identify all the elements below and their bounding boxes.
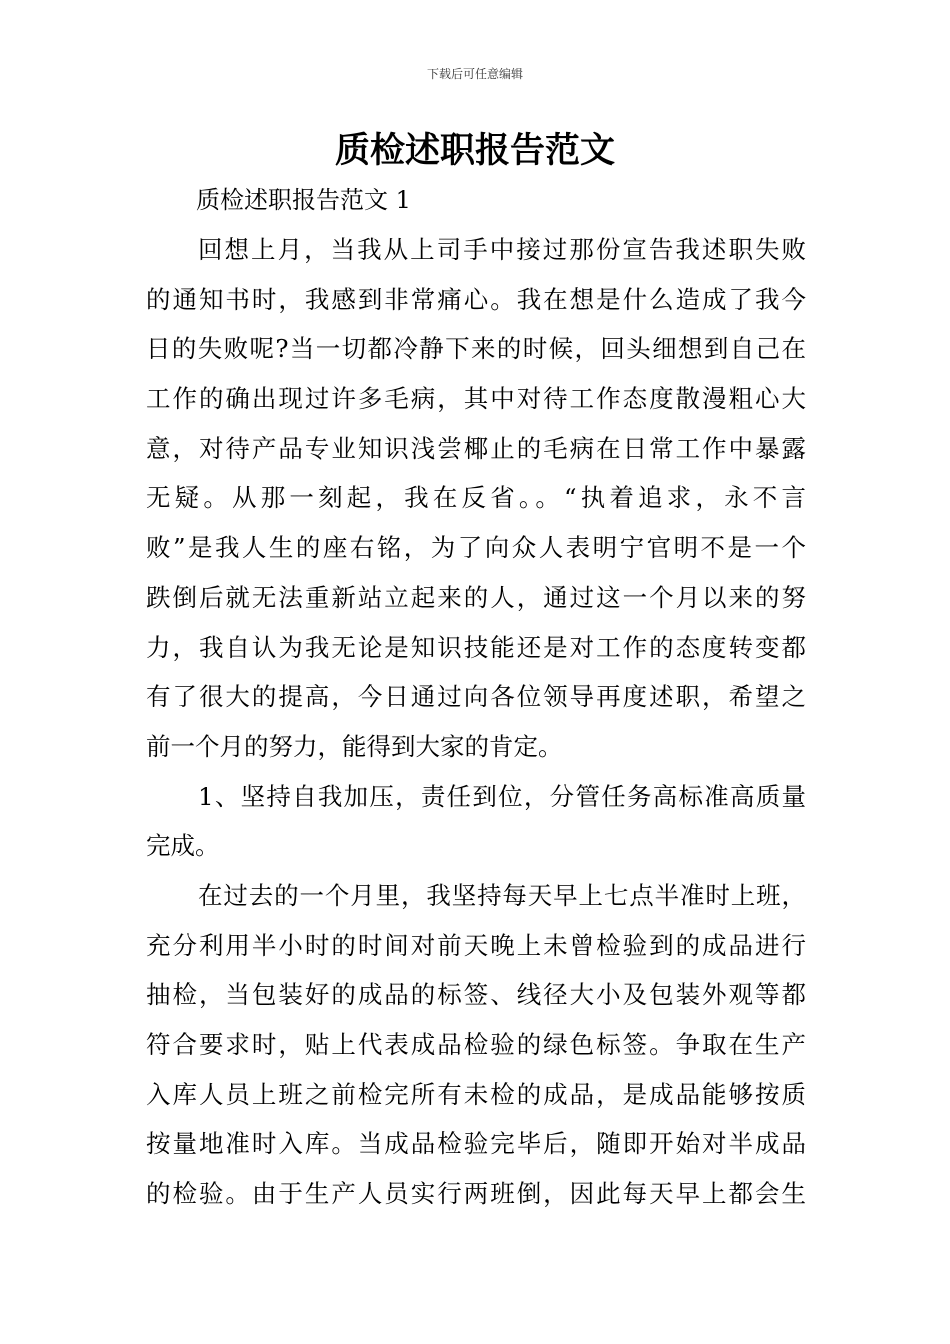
header-note: 下载后可任意编辑 xyxy=(426,67,523,81)
body-line: 入库人员上班之前检完所有未检的成品，是成品能够按质 xyxy=(146,1079,806,1109)
document-title: 质检述职报告范文 xyxy=(334,130,615,171)
body-line: 跌倒后就无法重新站立起来的人，通过这一个月以来的努 xyxy=(146,582,806,612)
body-line: 的通知书时，我感到非常痛心。我在想是什么造成了我今 xyxy=(146,284,806,314)
body-line: 败”是我人生的座右铭，为了向众人表明宁官明不是一个 xyxy=(146,533,806,563)
body-line: 的检验。由于生产人员实行两班倒，因此每天早上都会生 xyxy=(146,1179,806,1209)
body-line: 1、坚持自我加压，责任到位，分管任务高标准高质量 xyxy=(198,781,806,811)
body-line: 有了很大的提高，今日通过向各位领导再度述职，希望之 xyxy=(146,682,806,712)
body-line: 力，我自认为我无论是知识技能还是对工作的态度转变都 xyxy=(146,632,806,662)
body-line: 符合要求时，贴上代表成品检验的绿色标签。争取在生产 xyxy=(146,1030,806,1059)
body-line: 回想上月，当我从上司手中接过那份宣告我述职失败 xyxy=(198,235,806,264)
body-line: 无疑。从那一刻起，我在反省。。“执着追求，永不言 xyxy=(146,483,806,513)
section-subtitle: 质检述职报告范文 1 xyxy=(196,186,411,214)
body-line: 意，对待产品专业知识浅尝椰止的毛病在日常工作中暴露 xyxy=(146,433,806,463)
body-text xyxy=(146,225,806,1219)
body-line: 完成。 xyxy=(146,831,220,861)
body-line: 前一个月的努力，能得到大家的肯定。 xyxy=(146,731,563,761)
body-line: 按量地准时入库。当成品检验完毕后，随即开始对半成品 xyxy=(146,1129,806,1159)
body-line: 在过去的一个月里，我坚持每天早上七点半准时上班， xyxy=(198,880,806,910)
body-line: 日的失败呢?当一切都冷静下来的时候，回头细想到自己在 xyxy=(146,334,806,364)
body-line: 工作的确出现过许多毛病，其中对待工作态度散漫粗心大 xyxy=(146,384,806,414)
body-line: 抽检，当包装好的成品的标签、线径大小及包装外观等都 xyxy=(146,980,806,1010)
body-line: 充分利用半小时的时间对前天晚上未曾检验到的成品进行 xyxy=(146,930,806,960)
